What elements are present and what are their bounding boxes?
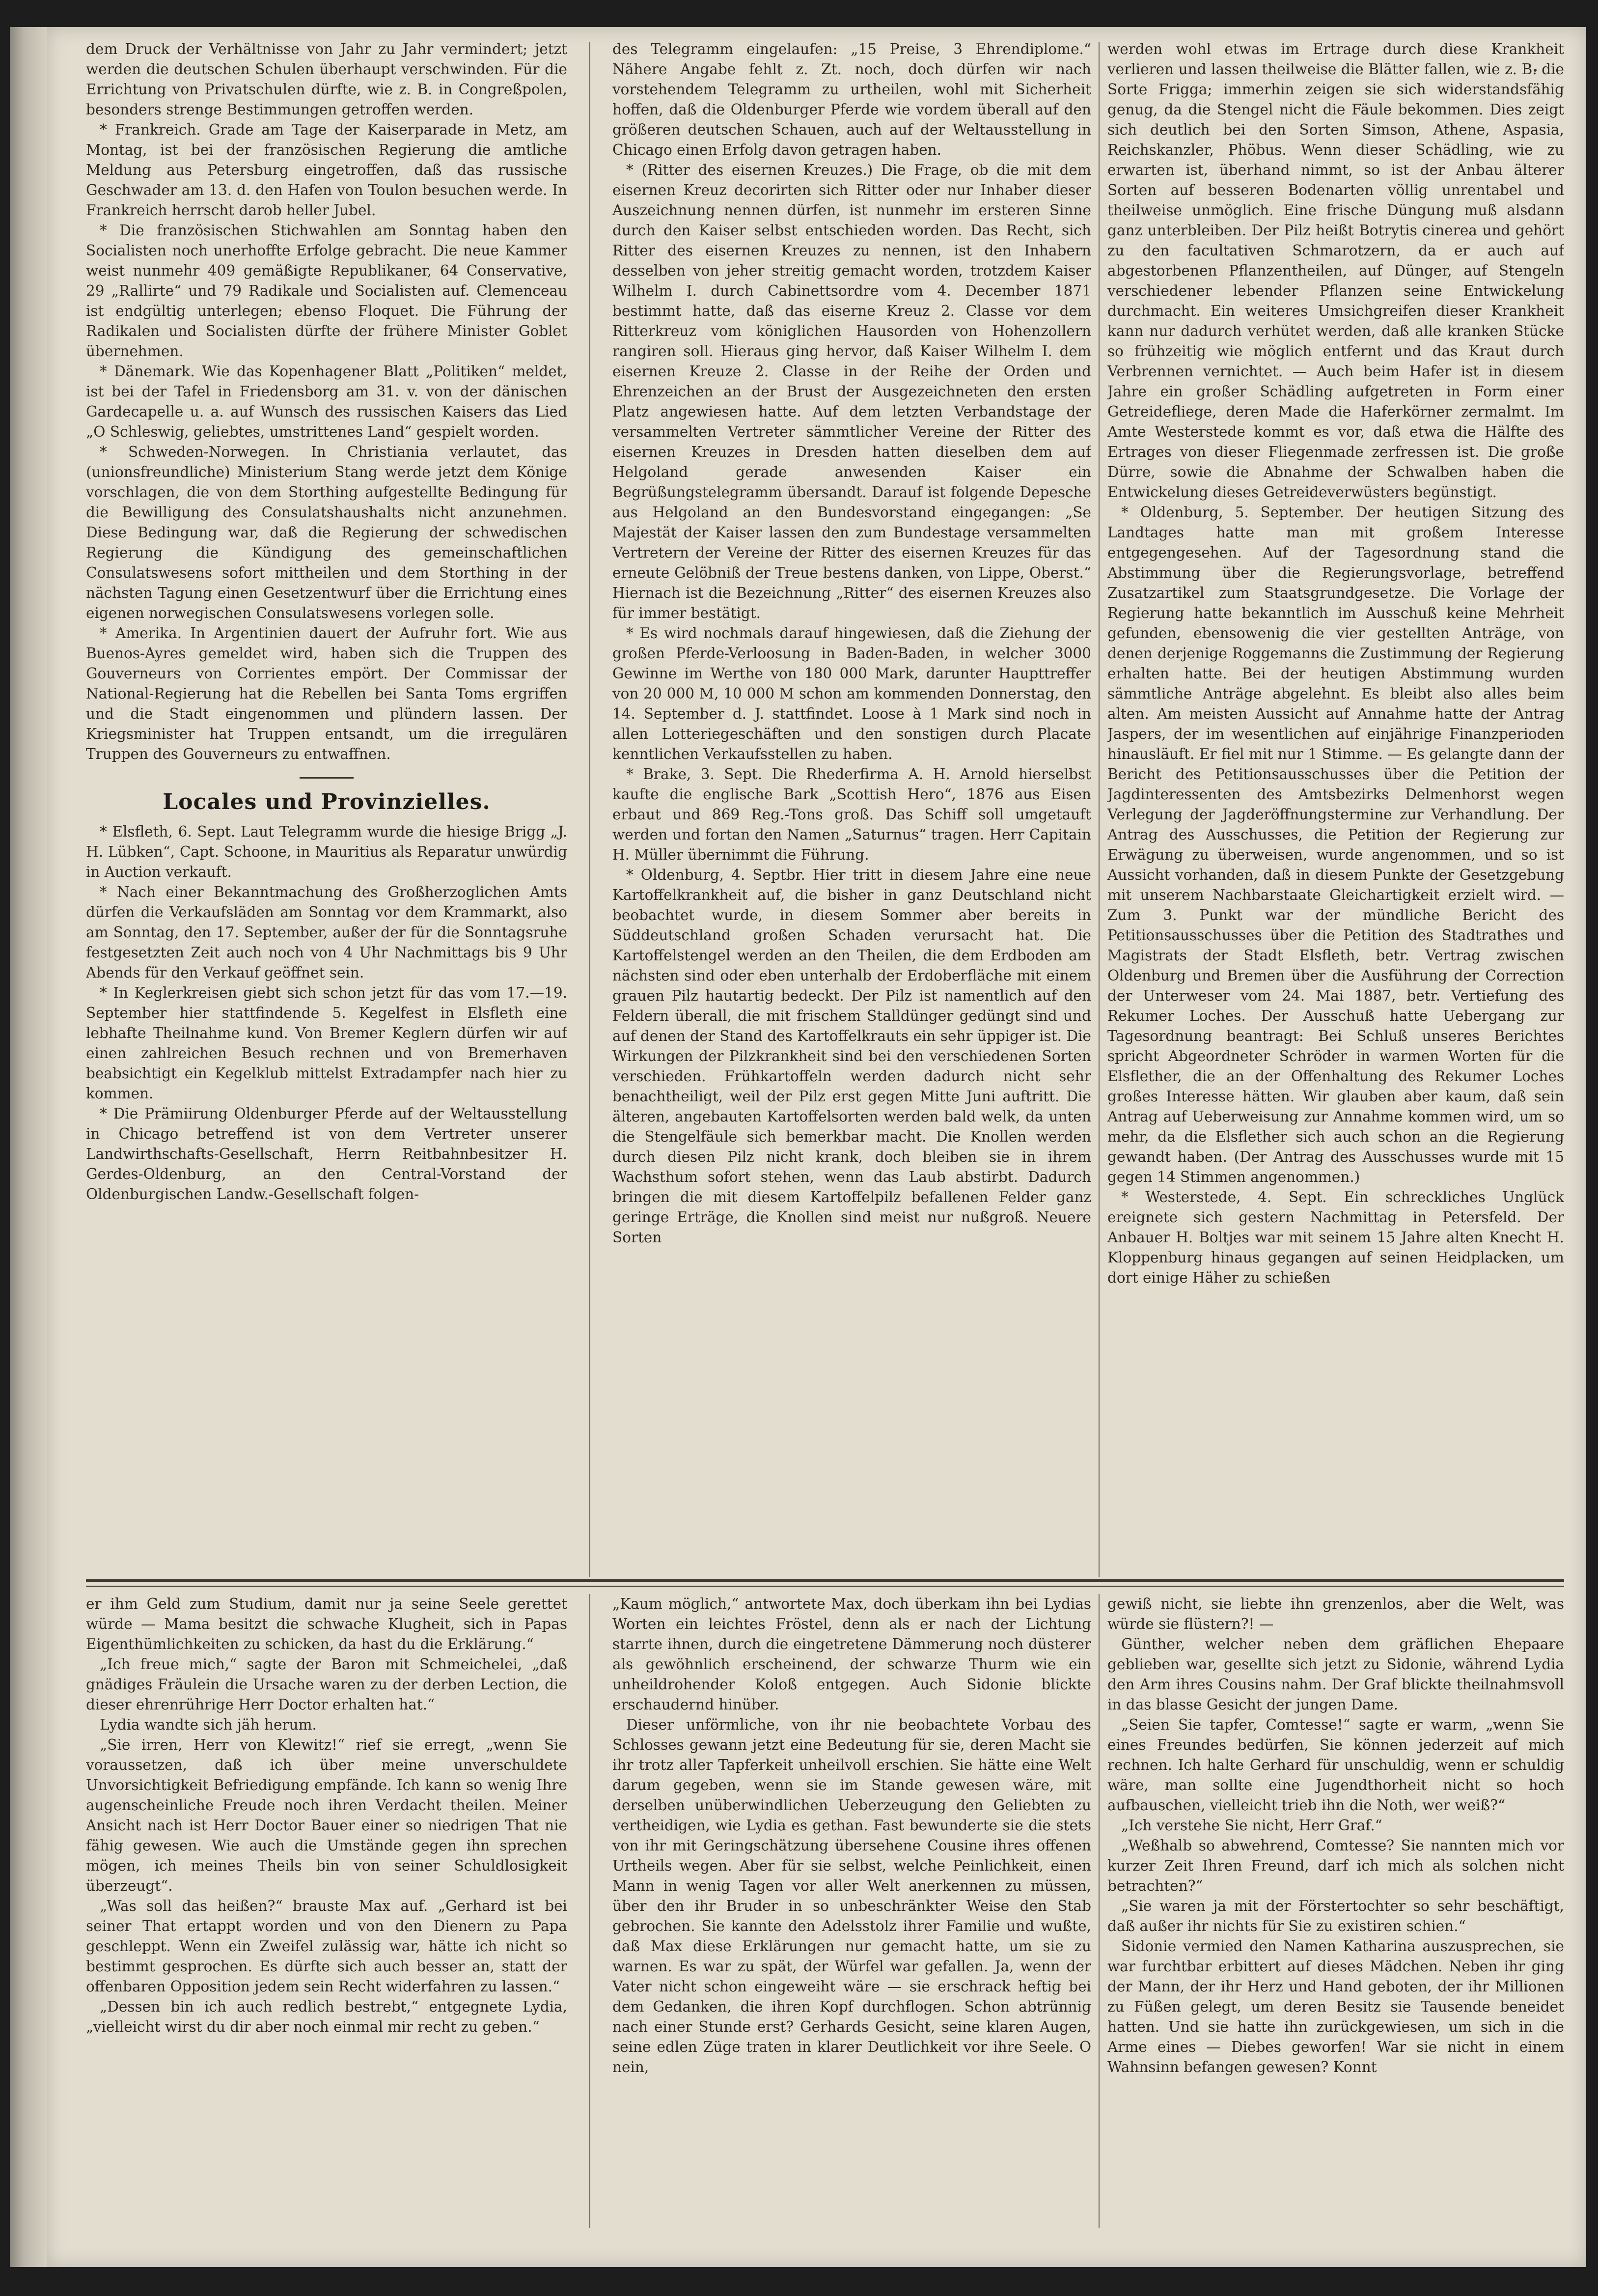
article-paragraph: „Sie irren, Herr von Klewitz!“ rief sie erregt, „wenn Sie voraussetzen, daß ich über meine unverschuldete Unvorsichtigkeit Befriedigung empfände. Ich kann so wenig Ihre augenscheinliche Freude noch ihren Verdacht theilen. Meiner Ansicht nach ist Herr Doctor Bauer einer so niedrigen That nie fähig gewesen. Wie auch die Umstände gegen ihn sprechen mögen, ich meines Theils bin von seiner Schuldlosigkeit überzeugt“. — [86, 1736, 567, 1894]
article-paragraph: Sidonie vermied den Namen Katharina auszusprechen, sie war furchtbar erbittert auf dieses Mädchen. Neben ihr ging der Mann, der ihr Herz und Hand geboten, der ihr Millionen zu Füßen gelegt, um deren Besitz sie Tausende beneidet hatten. Und sie hatte ihn zurückgewiesen, um sich in die Arme eines — Diebes geworfen! War sie nicht in einem Wahnsinn befangen gewesen? Konnt — [1107, 1938, 1564, 2075]
section-heading: Locales und Provinzielles. — [163, 789, 491, 814]
article-paragraph: gewiß nicht, sie liebte ihn grenzenlos, aber die Welt, was würde sie flüstern?! — — [1107, 1596, 1564, 1632]
feuilleton-rule — [86, 1579, 1564, 1582]
article-paragraph: Lydia wandte sich jäh herum. — [100, 1716, 317, 1733]
article-paragraph: „Was soll das heißen?“ brauste Max auf. „Gerhard ist bei seiner That ertappt worden und von den Dienern zu Papa geschleppt. Wenn ein Zweifel zulässig war, hätte ich nicht so bestimmt gesprochen. Es dürfte sich auch besser an, statt der offenbaren Opposition jedem sein Recht widerfahren zu lassen.“ — [86, 1898, 567, 1995]
feuilleton-column-2 — [612, 1594, 1091, 2233]
article-paragraph: „Dessen bin ich auch redlich bestrebt,“ entgegnete Lydia, „vielleicht wirst du dir aber noch einmal mir recht zu geben.“ — [86, 1998, 567, 2035]
article-paragraph: er ihm Geld zum Studium, damit nur ja seine Seele gerettet würde — Mama besitzt die schwache Klugheit, sich in Papas Eigenthümlichkeiten zu schicken, da hast du die Erklärung.“ — [86, 1596, 567, 1652]
column-2 — [612, 39, 1091, 1577]
column-rule — [1099, 1594, 1100, 2228]
article-paragraph: Günther, welcher neben dem gräflichen Ehepaare geblieben war, gesellte sich jetzt zu Sidonie, während Lydia den Arm ihres Cousins nahm. Der Graf blickte theilnahmsvoll in das blasse Gesicht der jungen Dame. — [1107, 1636, 1564, 1713]
feuilleton-rule-thin — [86, 1586, 1564, 1587]
article-paragraph: dem Druck der Verhältnisse von Jahr zu Jahr vermindert; jetzt werden die deutschen Schulen überhaupt verschwinden. Für die Errichtung von Privatschulen dürfte, wie z. B. in Congreßpolen, besonders strenge Bestimmungen getroffen werden. — [86, 41, 567, 118]
article-paragraph: * Es wird nochmals darauf hingewiesen, daß die Ziehung der großen Pferde-Verloosung in Baden-Baden, in welcher 3000 Gewinne im Werthe von 180 000 Mark, darunter Haupttreffer von 20 000 M, 10 000 M schon am kommenden Donnerstag, den 14. September d. J. stattfindet. Loose à 1 Mark sind noch in allen Lotteriegeschäften und den sonstigen durch Placate kenntlichen Verkaufsstellen zu haben. — [612, 625, 1091, 762]
article-paragraph: * Frankreich. Grade am Tage der Kaiserparade in Metz, am Montag, ist bei der französischen Regierung die amtliche Meldung aus Petersburg eingetroffen, daß das russische Geschwader am 13. d. den Hafen von Toulon besuchen werde. In Frankreich herrscht darob heller Jubel. — [86, 121, 567, 219]
article-paragraph: werden wohl etwas im Ertrage durch diese Krankheit verlieren und lassen theilweise die Blätter fallen, wie z. B. die Sorte Frigga; immerhin zeigen sie sich widerstandsfähig genug, da die Stengel nicht die Fäule bekommen. Dies zeigt sich deutlich bei den Sorten Simson, Athene, Aspasia, Reichskanzler, Phöbus. Wenn dieser Schädling, wie zu erwarten ist, überhand nimmt, so ist der Anbau älterer Sorten auf besseren Bodenarten völlig unrentabel und theilweise unmöglich. Eine frische Düngung muß alsdann ganz unterbleiben. Der Pilz heißt Botrytis cinerea und gehört zu den facultativen Schmarotzern, da er auch auf abgestorbenen Pflanzentheilen, auf Dünger, auf Stengeln verschiedener lebender Pflanzen seine Entwickelung durchmacht. Ein weiteres Umsichgreifen dieser Krankheit kann nur dadurch verhütet werden, daß alle kranken Stücke so frühzeitig wie möglich entfernt und das Kraut durch Verbrennen vernichtet. — Auch beim Hafer ist in diesem Jahre ein großer Schädling aufgetreten in Form einer Getreidefliege, deren Made die Haferkörner zermalmt. Im Amte Westerstede kommt es vor, daß etwa die Hälfte des Ertrages von dieser Fliegenmade zerfressen ist. Die große Dürre, sowie die Abnahme der Schwalben haben die Entwickelung dieses Getreideverwüsters begünstigt. — [1107, 41, 1564, 501]
column-rule — [1099, 42, 1100, 1577]
article-paragraph: Dieser unförmliche, von ihr nie beobachtete Vorbau des Schlosses gewann jetzt eine Bedeutung für sie, deren Macht sie ihr trotz aller Tapferkeit unheilvoll erschien. Sie hätte eine Welt darum gegeben, wenn sie im Stande gewesen wäre, mit derselben unüberwindlichen Ueberzeugung den Geliebten zu vertheidigen, wie Lydia es gethan. Fast bewunderte sie die stets von ihr mit Geringschätzung übersehene Cousine ihres offenen Urtheils wegen. Aber für sie selbst, welche Peinlichkeit, einen Mann in wenig Tagen vor aller Welt anerkennen zu müssen, über den ihr Bruder in so unbeschränkter Weise den Stab gebrochen. Sie kannte den Adelsstolz ihrer Familie und wußte, daß Max diese Erklärungen nur gemacht hatte, um sie zu warnen. Es war zu spät, der Würfel war gefallen. Ja, wenn der Vater nicht schon eingeweiht wäre — sie erschrack heftig bei dem Gedanken, die ihren Kopf durchflogen. Schon abtrünnig nach einer Stunde erst? Gerhards Gesicht, seine klaren Augen, seine edlen Züge traten in klarer Deutlichkeit vor ihre Seele. O nein, — [612, 1716, 1091, 2075]
article-paragraph: * Brake, 3. Sept. Die Rhederfirma A. H. Arnold hierselbst kaufte die englische Bark „Scottish Hero“, 1876 aus Eisen erbaut und 869 Reg.-Tons groß. Das Schiff soll umgetauft werden und fortan den Namen „Saturnus“ tragen. Herr Capitain H. Müller übernimmt die Führung. — [612, 766, 1091, 863]
column-1 — [86, 39, 567, 1577]
article-paragraph: * (Ritter des eisernen Kreuzes.) Die Frage, ob die mit dem eisernen Kreuz decorirten sich Ritter oder nur Inhaber dieser Auszeichnung nennen dürfen, ist nunmehr im ersteren Sinne durch den Kaiser selbst entschieden worden. Das Recht, sich Ritter des eisernen Kreuzes zu nennen, ist den Inhabern desselben von jeher streitig gemacht worden, trotzdem Kaiser Wilhelm I. durch Cabinettsordre vom 4. December 1871 bestimmt hatte, daß das eiserne Kreuz 2. Classe vor dem Ritterkreuz vom königlichen Hausorden von Hohenzollern rangiren soll. Hieraus ging hervor, daß Kaiser Wilhelm I. dem eisernen Kreuze 2. Classe in der Reihe der Orden und Ehrenzeichen an der Brust der Ausgezeichneten den ersten Platz angewiesen hatte. Auf dem letzten Verbandstage der versammelten Vertreter sämmtlicher Vereine der Ritter des eisernen Kreuzes in Dresden hatten dieselben dem auf Helgoland gerade anwesenden Kaiser ein Begrüßungstelegramm übersandt. Darauf ist folgende Depesche aus Helgoland an den Bundesvorstand eingegangen: „Se Majestät der Kaiser lassen den zum Bundestage versammelten Vertretern der Vereine der Ritter des eisernen Kreuzes für das erneute Gelöbniß der Treue bestens danken, von Lippe, Oberst.“ Hiernach ist die Bezeichnung „Ritter“ des eisernen Kreuzes also für immer bestätigt. — [612, 162, 1091, 621]
article-paragraph: * Elsfleth, 6. Sept. Laut Telegramm wurde die hiesige Brigg „J. H. Lübken“, Capt. Schoone, in Mauritius als Reparatur unwürdig in Auction verkauft. — [86, 823, 567, 880]
article-paragraph: „Sie waren ja mit der Förstertochter so sehr beschäftigt, daß außer ihr nichts für Sie zu existiren schien.“ — [1107, 1898, 1564, 1934]
article-paragraph: * Amerika. In Argentinien dauert der Aufruhr fort. Wie aus Buenos-Ayres gemeldet wird, haben sich die Truppen des Gouverneurs von Corrientes empört. Der Commissar der National-Regierung hat die Rebellen bei Santa Toms ergriffen und die Stadt eingenommen und plündern lassen. Der Kriegsminister hat Truppen entsandt, um die irregulären Truppen des Gouverneurs zu entwaffnen. — [86, 625, 567, 762]
article-paragraph: * In Keglerkreisen giebt sich schon jetzt für das vom 17.—19. September hier stattfindende 5. Kegelfest in Elsfleth eine lebhafte Theilnahme kund. Von Bremer Keglern dürfen wir auf einen zahlreichen Besuch rechnen und von Bremerhaven beabsichtigt ein Kegelklub mittelst Extradampfer nach hier zu kommen. — [86, 984, 567, 1102]
article-paragraph: * Oldenburg, 4. Septbr. Hier tritt in diesem Jahre eine neue Kartoffelkrankheit auf, die bisher in ganz Deutschland nicht beobachtet wurde, in diesem Sommer aber bereits in Süddeutschland großen Schaden verursacht hat. Die Kartoffelstengel werden an den Theilen, die dem Erdboden am nächsten sind oder eben unterhalb der Erdoberfläche mit einem grauen Pilz hautartig bedeckt. Der Pilz ist namentlich auf den Feldern überall, die mit frischem Stalldünger gedüngt sind und auf denen der Stand des Kartoffelkrauts ein sehr üppiger ist. Die Wirkungen der Pilzkrankheit sind bei den verschiedenen Sorten verschieden. Frühkartoffeln werden dadurch nicht sehr benachtheiligt, weil der Pilz erst gegen Mitte Juni auftritt. Die älteren, angebauten Kartoffelsorten werden bald welk, da unten die Stengelfäule sich bemerkbar macht. Die Knollen werden durch diesen Pilz nicht krank, doch bleiben sie in ihrem Wachsthum sofort stehen, wenn das Laub abstirbt. Dadurch bringen die mit diesem Kartoffelpilz befallenen Felder ganz geringe Erträge, die Knollen sind meist nur nußgroß. Neuere Sorten — [612, 867, 1091, 1246]
article-paragraph: „Ich freue mich,“ sagte der Baron mit Schmeichelei, „daß gnädiges Fräulein die Ursache waren zu der derben Lection, die dieser ehrenrührige Herr Doctor erhalten hat.“ — [86, 1656, 567, 1713]
column-3 — [1107, 39, 1564, 1577]
column-rule — [589, 1594, 590, 2228]
section-divider — [300, 777, 354, 779]
article-paragraph: * Die französischen Stichwahlen am Sonntag haben den Socialisten noch unerhoffte Erfolge gebracht. Die neue Kammer weist nunmehr 409 gemäßigte Republikaner, 64 Conservative, 29 „Rallirte“ und 79 Radikale und Socialisten auf. Clemenceau ist endgültig unterlegen; ebenso Floquet. Die Führung der Radikalen und Socialisten dürfte der frühere Minister Goblet übernehmen. — [86, 222, 567, 360]
article-paragraph: * Westerstede, 4. Sept. Ein schreckliches Unglück ereignete sich gestern Nachmittag in Petersfeld. Der Anbauer H. Boltjes war mit seinem 15 Jahre alten Knecht H. Kloppenburg hinaus gegangen auf seinen Heidplacken, um dort einige Häher zu schießen — [1107, 1189, 1564, 1286]
article-paragraph: * Die Prämiirung Oldenburger Pferde auf der Weltausstellung in Chicago betreffend ist von dem Vertreter unserer Landwirthschafts-Gesellschaft, Herrn Reitbahnbesitzer H. Gerdes-Oldenburg, an den Central-Vorstand der Oldenburgischen Landw.-Gesellschaft folgen- — [86, 1105, 567, 1203]
page-edge — [10, 27, 47, 2267]
article-paragraph: „Kaum möglich,“ antwortete Max, doch überkam ihn bei Lydias Worten ein leichtes Fröstel, denn als er nach der Lichtung starrte ihnen, durch die eingetretene Dämmerung noch düsterer als gewöhnlich erscheinend, der schwarze Thurm wie ein unheildrohender Koloß entgegen. Auch Sidonie blickte erschaudernd hinüber. — [612, 1596, 1091, 1713]
article-paragraph: * Nach einer Bekanntmachung des Großherzoglichen Amts dürfen die Verkaufsläden am Sonntag vor dem Krammarkt, also am Sonntag, den 17. September, außer der für die Sonntagsruhe festgesetzten Zeit auch noch von 4 Uhr Nachmittags bis 9 Uhr Abends für den Verkauf geöffnet sein. — [86, 884, 567, 981]
article-paragraph: des Telegramm eingelaufen: „15 Preise, 3 Ehrendiplome.“ Nähere Angabe fehlt z. Zt. noch, doch dürfen wir nach vorstehendem Telegramm zu urtheilen, wohl mit Sicherheit hoffen, daß die Oldenburger Pferde wie vordem überall auf den größeren deutschen Schauen, auch auf der Weltausstellung in Chicago einen Erfolg davon getragen haben. — [612, 41, 1091, 158]
article-paragraph: * Dänemark. Wie das Kopenhagener Blatt „Politiken“ meldet, ist bei der Tafel in Friedensborg am 31. v. von der dänischen Gardecapelle u. a. auf Wunsch des russischen Kaisers das Lied „O Schleswig, geliebtes, umstrittenes Land“ gespielt worden. — [86, 363, 567, 440]
article-paragraph: * Oldenburg, 5. September. Der heutigen Sitzung des Landtages hatte man mit großem Interesse entgegengesehen. Auf der Tagesordnung stand die Abstimmung über die Regierungsvorlage, betreffend Zusatzartikel zum Staatsgrundgesetze. Die Vorlage der Regierung hatte bekanntlich im Ausschuß keine Mehrheit gefunden, ebensowenig die vier gestellten Anträge, von denen derjenige Roggemanns die Zustimmung der Regierung erhalten hatte. Bei der heutigen Abstimmung wurden sämmtliche Anträge abgelehnt. Es bleibt also alles beim alten. Am meisten Aussicht auf Annahme hatte der Antrag Jaspers, der im wesentlichen auf einjährige Finanzperioden hinausläuft. Er fiel mit nur 1 Stimme. — Es gelangte dann der Bericht des Petitionsausschusses über die Petition der Jagdinteressenten des Amtsbezirks Delmenhorst wegen Verlegung der Jagderöffnungstermine zur Verhandlung. Der Antrag des Ausschusses, die Petition der Regierung zur Erwägung zu überweisen, wurde angenommen, und so ist Aussicht vorhanden, daß in diesem Punkte der Gesetzgebung mit unserem Nachbarstaate Gleichartigkeit erzielt wird. — Zum 3. Punkt war der mündliche Bericht des Petitionsausschusses über die Petition des Stadtrathes und Magistrats der Stadt Elsfleth, betr. Vertrag zwischen Oldenburg und Bremen über die Ausführung der Correction der Unterweser vom 24. Mai 1887, betr. Vertiefung des Rekumer Loches. Der Ausschuß hatte Uebergang zur Tagesordnung beantragt: Bei Schluß unseres Berichtes spricht Abgeordneter Schröder in warmen Worten für die Elsflether, die an der Offenhaltung des Rekumer Loches großes Interesse hätten. Wir glauben aber kaum, daß sein Antrag auf Ueberweisung zur Annahme kommen wird, um so mehr, da die Elsflether sich auch schon an die Regierung gewandt haben. (Der Antrag des Ausschusses wurde mit 15 gegen 14 Stimmen angenommen.) — [1107, 504, 1564, 1185]
article-paragraph: „Weßhalb so abwehrend, Comtesse? Sie nannten mich vor kurzer Zeit Ihren Freund, darf ich mich als solchen nicht betrachten?“ — [1107, 1837, 1564, 1894]
feuilleton-column-3 — [1107, 1594, 1564, 2233]
article-paragraph: „Seien Sie tapfer, Comtesse!“ sagte er warm, „wenn Sie eines Freundes bedürfen, Sie können jederzeit auf mich rechnen. Ich halte Gerhard für unschuldig, wenn er schuldig wäre, man sollte eine Jugendthorheit nicht so hoch aufbauschen, vielleicht trieb ihn die Noth, wer weiß?“ — [1107, 1716, 1564, 1814]
column-rule — [589, 42, 590, 1577]
feuilleton-column-1 — [86, 1594, 567, 2233]
article-paragraph: „Ich verstehe Sie nicht, Herr Graf.“ — [1121, 1817, 1382, 1834]
article-paragraph: * Schweden-Norwegen. In Christiania verlautet, das (unionsfreundliche) Ministerium Stang werde jetzt dem Könige vorschlagen, die von dem Storthing aufgestellte Bedingung für die Bewilligung des Consulatshaushalts nicht anzunehmen. Diese Bedingung war, daß die Regierung der schwedischen Regierung die Kündigung des gemeinschaftlichen Consulatswesens sofort mittheilen und dem Storthing in der nächsten Tagung einen Gesetzentwurf über die Errichtung eines eigenen norwegischen Consulatswesens vorlegen solle. — [86, 444, 567, 621]
